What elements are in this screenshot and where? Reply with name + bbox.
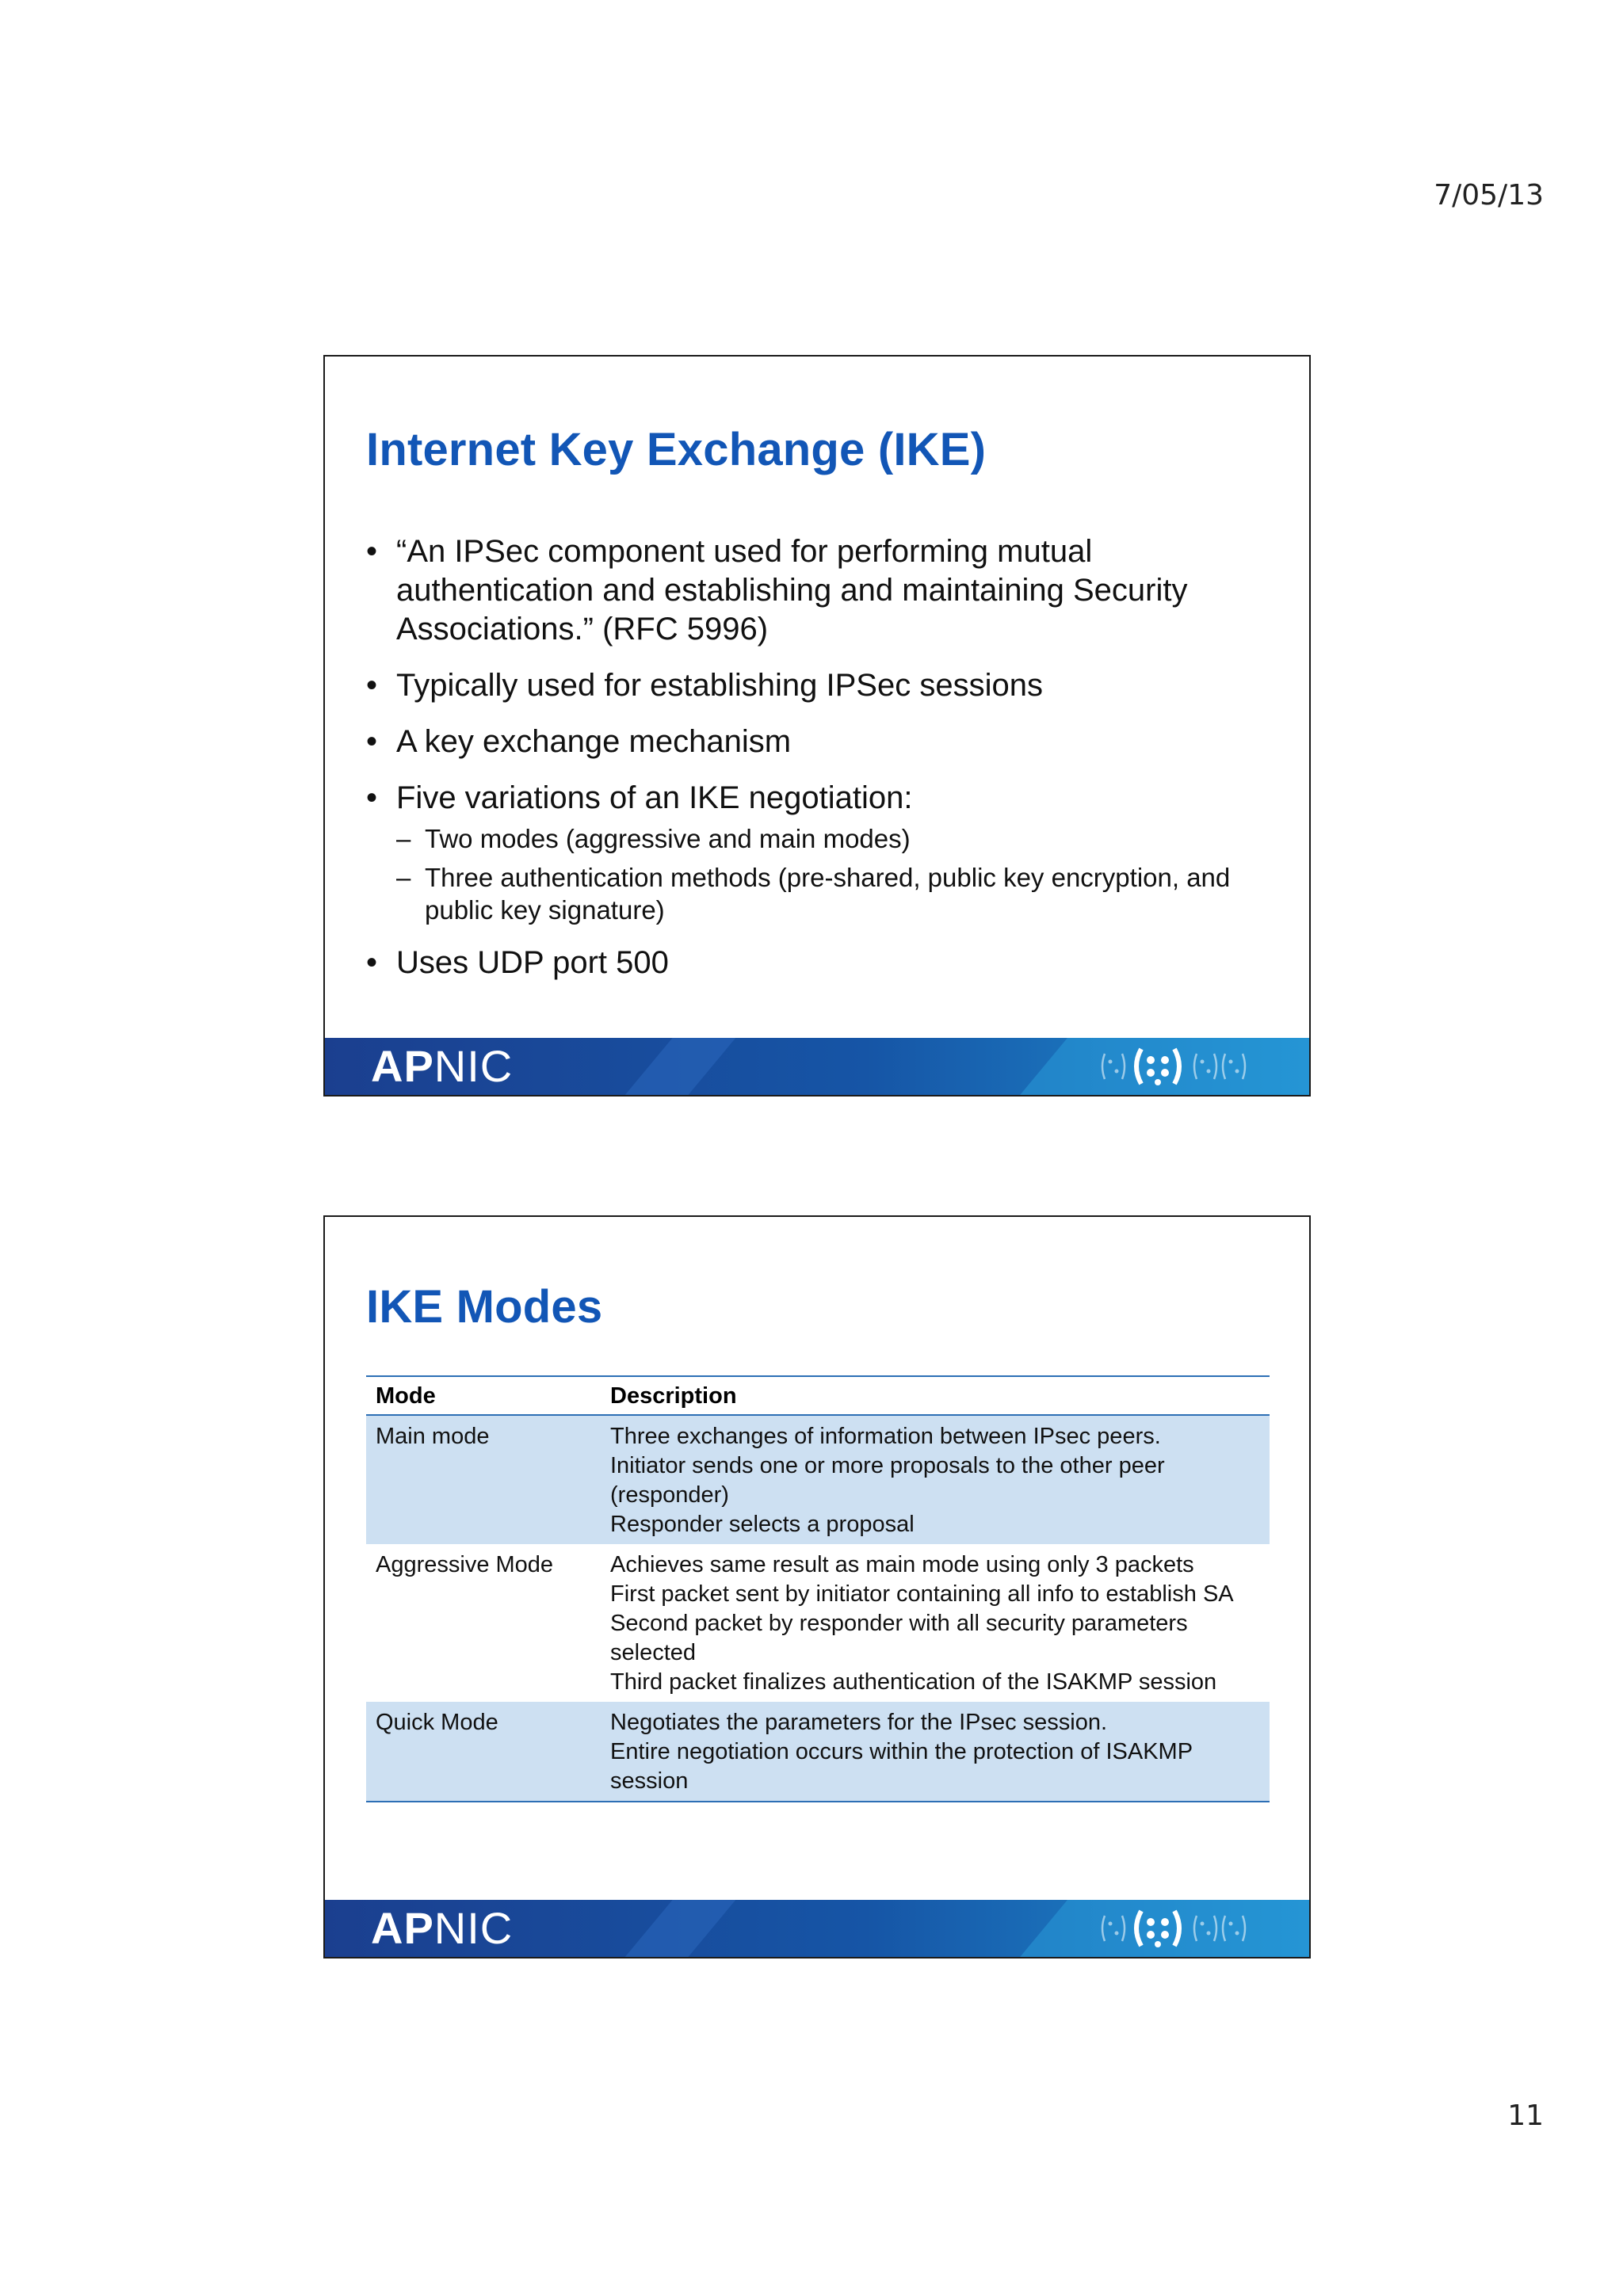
subbullet-list: [396, 822, 1270, 926]
description-line: Responder selects a proposal: [610, 1512, 915, 1537]
description-line: First packet sent by initiator containing all info to establish SA: [610, 1581, 1234, 1607]
description-line: Negotiates the parameters for the IPsec session.: [610, 1710, 1108, 1735]
slide-title: Internet Key Exchange (IKE): [366, 424, 987, 475]
table-row: [366, 1544, 1270, 1702]
description-line: Achieves same result as main mode using only 3 packets: [610, 1552, 1194, 1577]
table-row: [366, 1415, 1270, 1544]
description-cell: [601, 1415, 1270, 1544]
bullet-item: [366, 779, 1270, 926]
slide-ike: [323, 355, 1311, 1097]
mode-cell: Quick Mode: [366, 1702, 601, 1802]
table-row: [366, 1702, 1270, 1802]
apnic-logo: APNIC: [371, 1903, 514, 1953]
subbullet-item: – Two modes (aggressive and main modes): [396, 822, 1270, 855]
description-line: Three exchanges of information between IPsec peers.: [610, 1424, 1161, 1449]
description-line: Third packet finalizes authentication of the ISAKMP session: [610, 1669, 1217, 1695]
description-line: Initiator sends one or more proposals to the other peer (responder): [610, 1453, 1165, 1508]
description-line: Entire negotiation occurs within the protection of ISAKMP session: [610, 1739, 1193, 1794]
page-number: 11: [1507, 2100, 1544, 2132]
apnic-logo: APNIC: [371, 1041, 514, 1091]
table-header-row: [366, 1376, 1270, 1415]
description-cell: [601, 1544, 1270, 1702]
subbullet-item: – Three authentication methods (pre-shared, public key encryption, and public key signature): [396, 861, 1270, 926]
slide-ike-modes: [323, 1215, 1311, 1958]
apnic-braille-emblem-icon: [1098, 1044, 1265, 1089]
description-cell: [601, 1702, 1270, 1802]
bullet-text: Five variations of an IKE negotiation:: [396, 780, 913, 815]
bullet-item: • Uses UDP port 500: [366, 944, 1270, 982]
bullet-item: • A key exchange mechanism: [366, 723, 1270, 761]
ike-modes-table: [366, 1375, 1270, 1802]
header-date: 7/05/13: [1434, 179, 1544, 212]
description-line: Second packet by responder with all security parameters selected: [610, 1611, 1188, 1665]
slide-title: IKE Modes: [366, 1281, 603, 1333]
mode-cell: Main mode: [366, 1415, 601, 1544]
column-header-description: Description: [601, 1376, 1270, 1415]
bullet-item: • Typically used for establishing IPSec sessions: [366, 666, 1270, 705]
apnic-braille-emblem-icon: [1098, 1906, 1265, 1951]
mode-cell: Aggressive Mode: [376, 1552, 554, 1577]
bullet-list: [366, 532, 1270, 1000]
column-header-mode: Mode: [366, 1376, 601, 1415]
slide-footer: [325, 1038, 1309, 1095]
slide-footer: [325, 1900, 1309, 1957]
bullet-item: • “An IPSec component used for performing mutual authentication and establishing and maintaining Security Associations.” (RFC 5996): [366, 532, 1270, 649]
